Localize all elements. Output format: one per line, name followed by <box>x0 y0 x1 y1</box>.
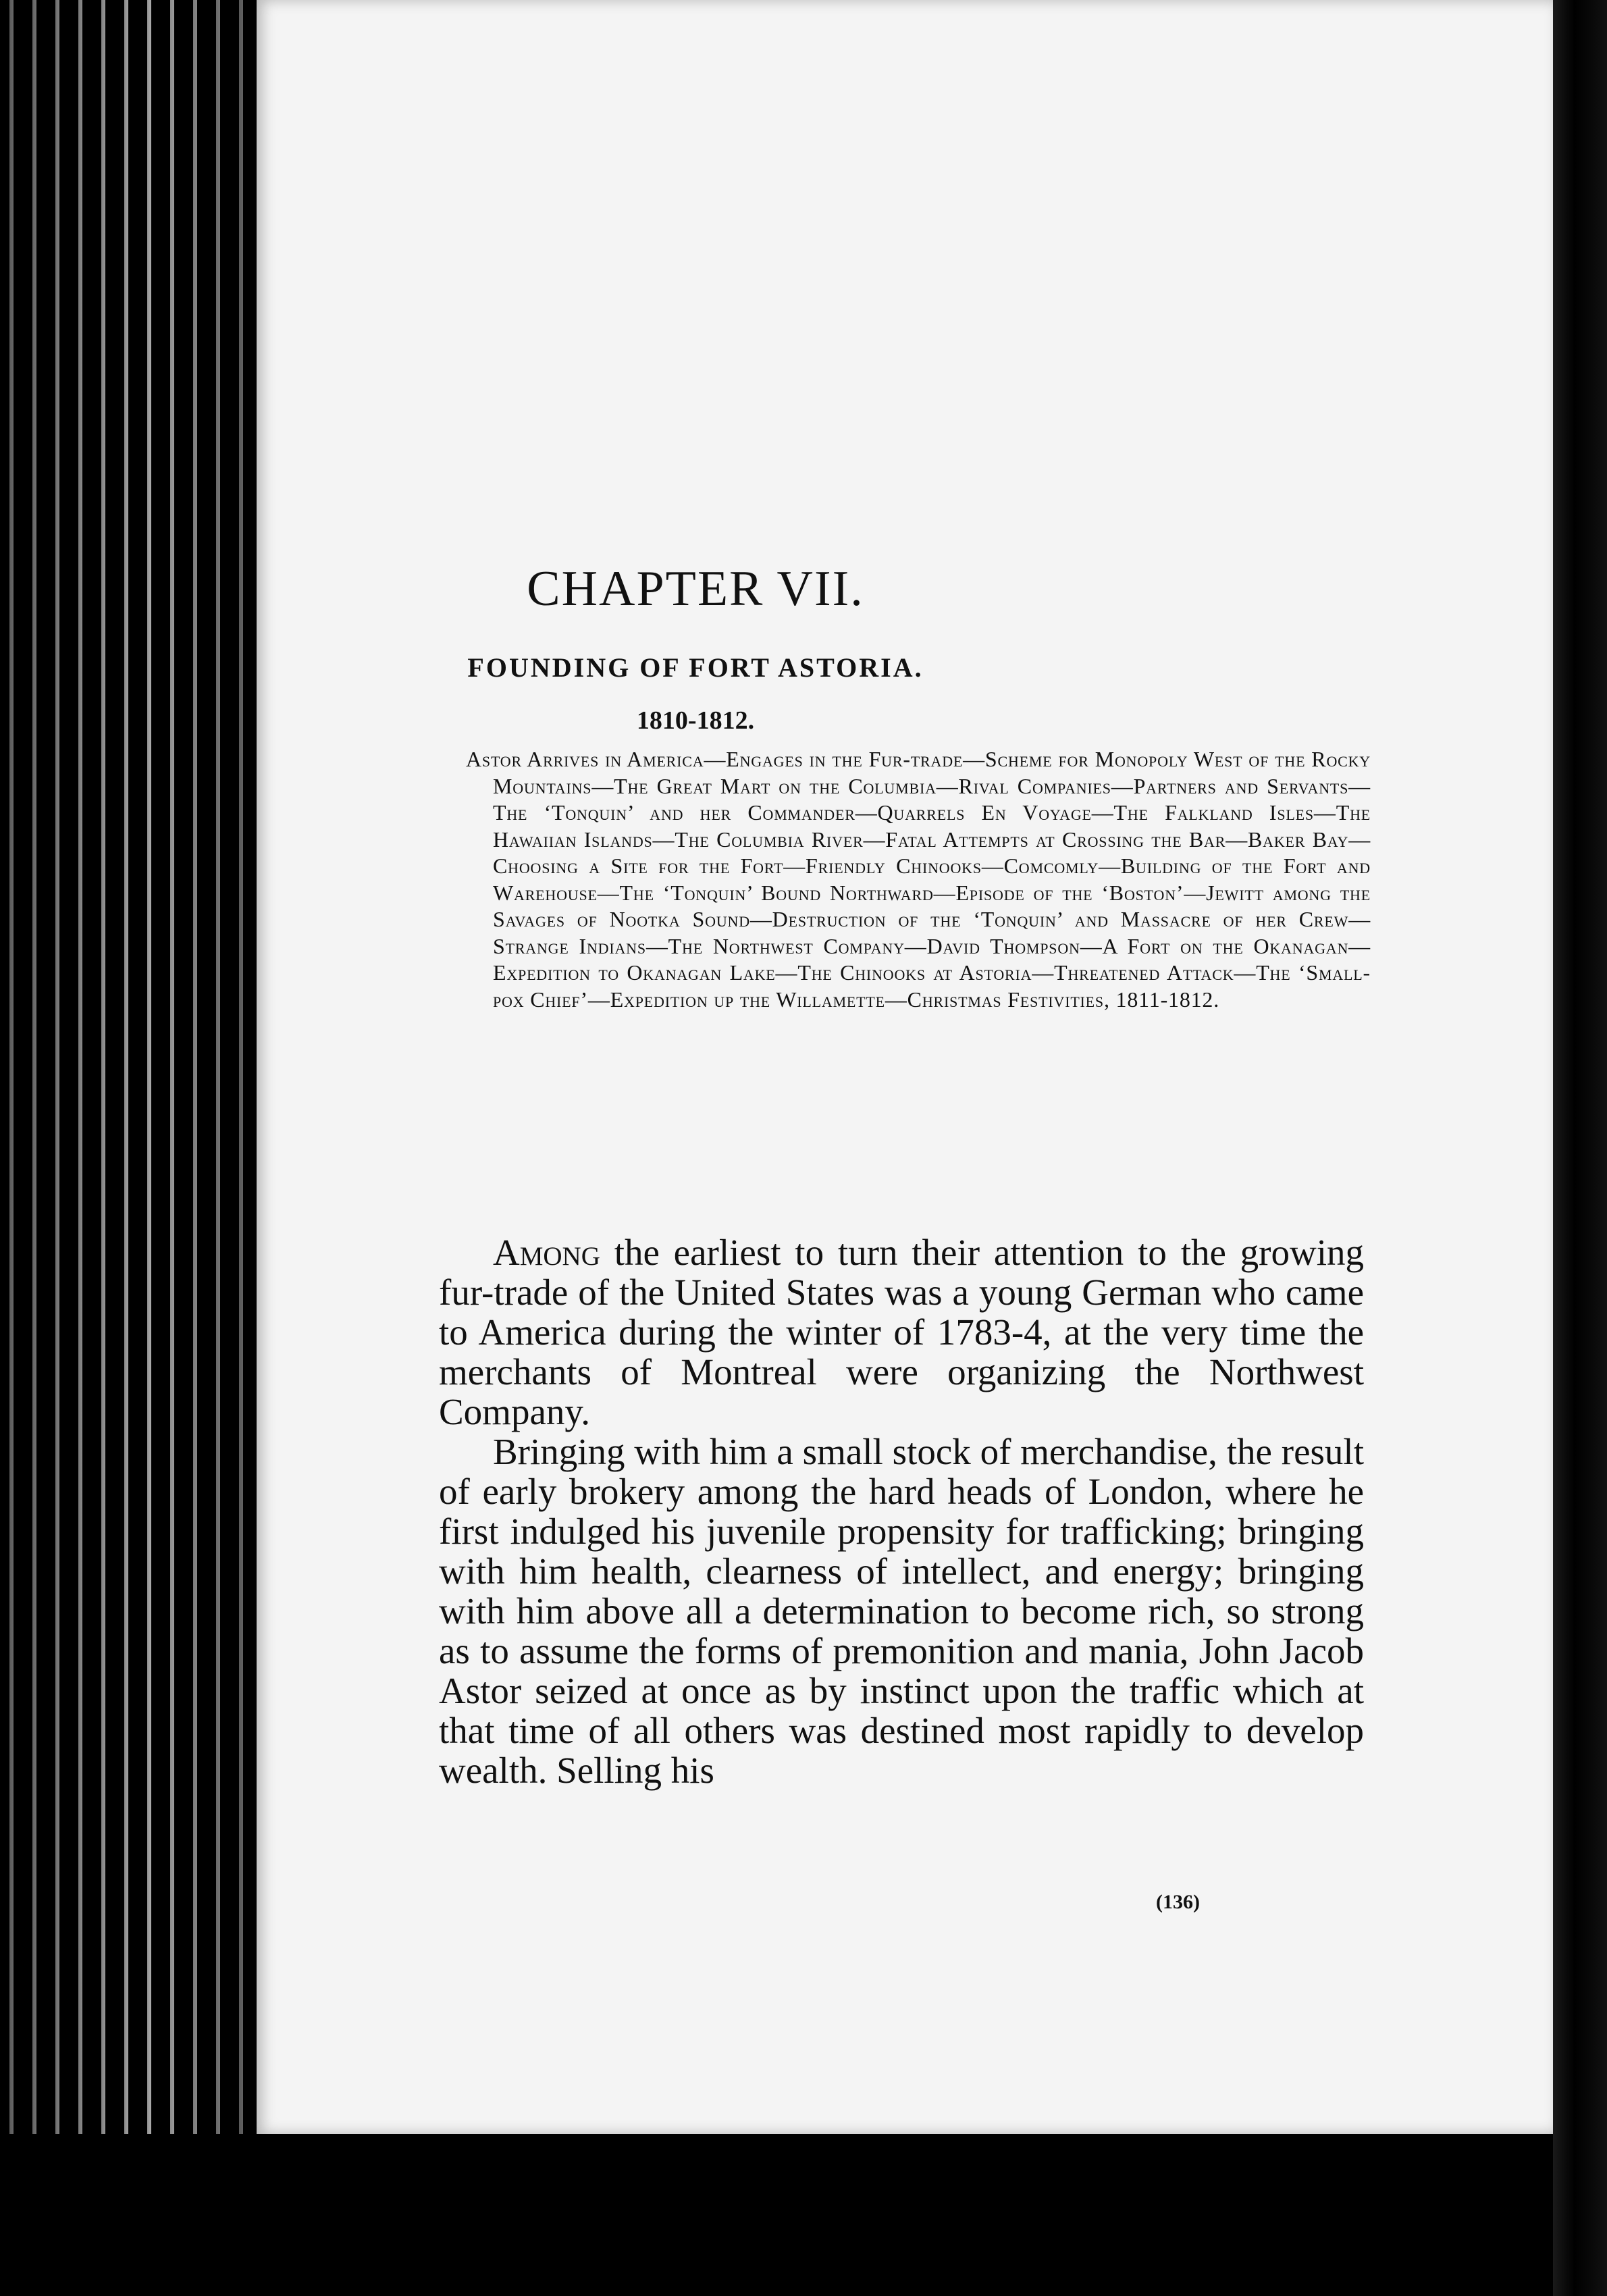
chapter-title: CHAPTER VII. <box>527 561 864 617</box>
paragraph-1-text: the earliest to turn their attention to the growing fur-trade of the United States was a young German who came to America during the winter of 1783-4, at the very time the merchants of Montreal were organizing the Northwest Company. <box>439 1232 1364 1432</box>
chapter-subtitle: FOUNDING OF FORT ASTORIA. <box>467 652 924 683</box>
paragraph-1 <box>439 1232 1364 1432</box>
book-page-edges <box>0 0 257 2296</box>
chapter-dates: 1810-1812. <box>636 706 755 735</box>
page-sheet <box>257 0 1553 2134</box>
right-binding-edge <box>1553 0 1607 2296</box>
chapter-synopsis: Astor Arrives in America—Engages in the Fur-trade—Scheme for Monopoly West of the Rocky Mountains—The Great Mart on the Columbia—Rival Companies—Partners and Servants—The ‘Tonquin’ and her Commander—Quarrels En Voyage—The Falkland Isles—The Hawaiian Islands—The Columbia River—Fatal Attempts at Crossing the Bar—Baker Bay—Choosing a Site for the Fort—Friendly Chinooks—Comcomly—Building of the Fort and Warehouse—The ‘Tonquin’ Bound Northward—Episode of the ‘Boston’—Jewitt among the Savages of Nootka Sound—Destruction of the ‘Tonquin’ and Massacre of her Crew—Strange Indians—The Northwest Company—David Thompson—A Fort on the Okanagan—Expedition to Okanagan Lake—The Chinooks at Astoria—Threatened Attack—The ‘Small-pox Chief’—Expedition up the Willamette—Christmas Festivities, 1811-1812. <box>466 747 1371 1012</box>
paragraph-1-lead-word: Among <box>493 1232 600 1273</box>
page-number: (136) <box>1156 1891 1200 1913</box>
edge-shading <box>0 0 257 2296</box>
body-text <box>439 1232 1364 1790</box>
paragraph-2: Bringing with him a small stock of merchandise, the result of early brokery among the hard heads of London, where he first indulged his juvenile propensity for trafficking; bringing with him health, clearness of intellect, and energy; bringing with him above all a determination to become rich, so strong as to assume the forms of premonition and mania, John Jacob Astor seized at once as by instinct upon the traffic which at that time of all others was destined most rapidly to develop wealth. Selling his <box>439 1431 1364 1791</box>
edge-shadow-bottom <box>0 2134 257 2296</box>
background-below-page <box>257 2134 1553 2296</box>
